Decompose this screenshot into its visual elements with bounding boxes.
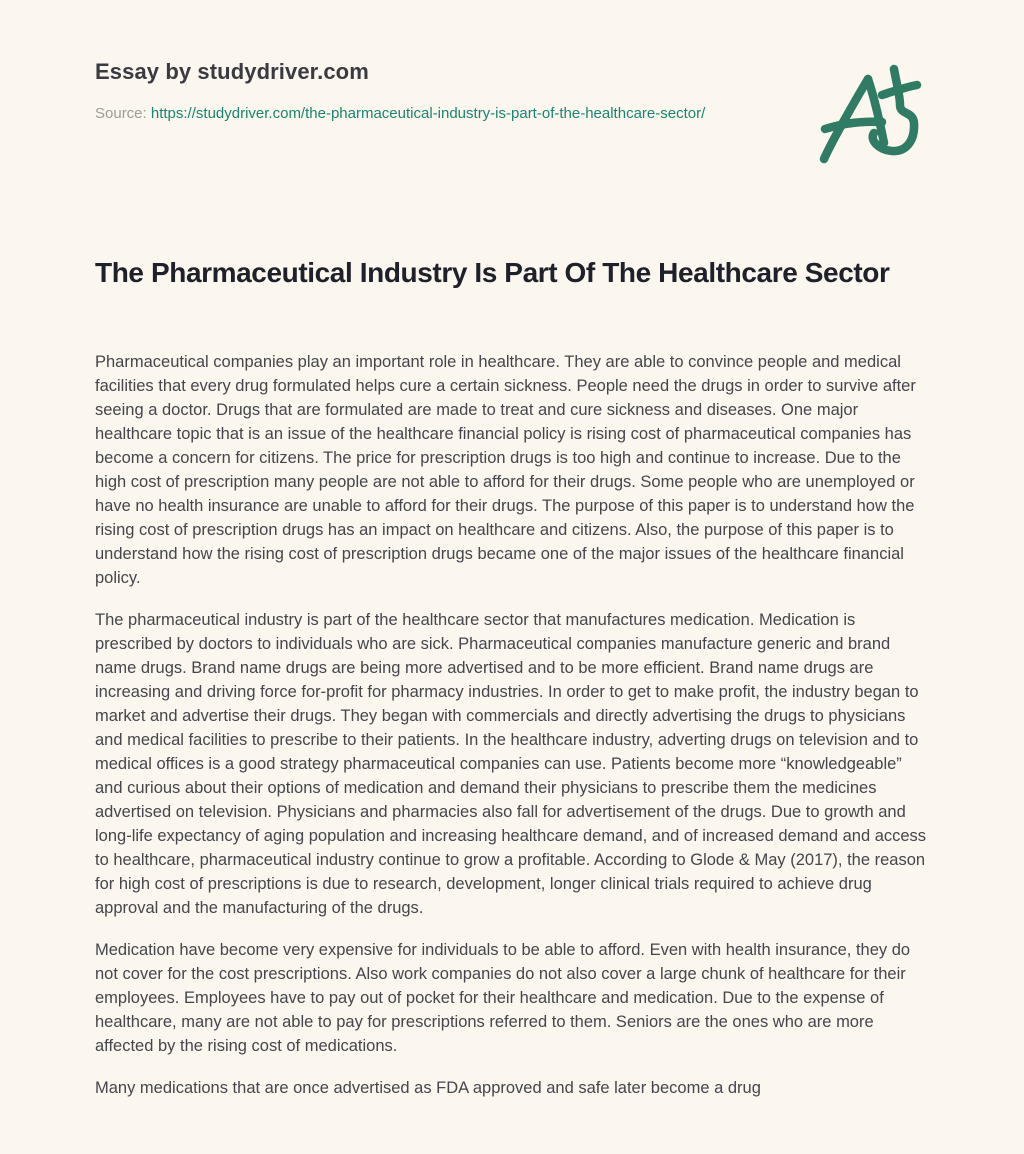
essay-paragraph-3: Medication have become very expensive for individuals to be able to afford. Even with health insurance, they do not cover for the cost prescriptions. Also work companies do not also cover a large chunk of healthcare for their employees. Employees have to pay out of pocket for their healthcare and medication. Due to the expense of healthcare, many are not able to pay for prescriptions referred to them. Seniors are the ones who are more affected by the rising cost of medications. xyxy=(95,941,911,1055)
a-plus-logo-icon xyxy=(816,64,928,168)
essay-body xyxy=(95,350,928,1100)
source-link[interactable]: https://studydriver.com/the-pharmaceutical-industry-is-part-of-the-healthcare-sector/ xyxy=(150,105,706,122)
page-header xyxy=(95,58,928,168)
essay-paragraph-2: The pharmaceutical industry is part of the healthcare sector that manufactures medication. Medication is prescribed by doctors to individuals who are sick. Pharmaceutical companies manufacture generic and brand name drugs. Brand name drugs are being more advertised and to be more efficient. Brand name drugs are increasing and driving force for-profit for pharmacy industries. In order to get to make profit, the industry began to market and advertise their drugs. They began with commercials and directly advertising the drugs to physicians and medical facilities to prescribe to their patients. In the healthcare industry, adverting drugs on television and to medical offices is a good strategy pharmaceutical companies can use. Patients become more “knowledgeable” and curious about their options of medication and demand their physicians to prescribe them the medicines advertised on television. Physicians and pharmacies also fall for advertisement of the drugs. Due to growth and long-life expectancy of aging population and increasing healthcare demand, and of increased demand and access to healthcare, pharmaceutical industry continue to grow a profitable. According to Glode & May (2017), the reason for high cost of prescriptions is due to research, development, longer clinical trials required to achieve drug approval and the manufacturing of the drugs. xyxy=(95,611,927,917)
essay-title: The Pharmaceutical Industry Is Part Of The Healthcare Sector xyxy=(95,257,890,288)
studydriver-logo xyxy=(816,64,928,168)
essay-paragraph-4: Many medications that are once advertised as FDA approved and safe later become a drug xyxy=(95,1079,761,1097)
source-label: Source: xyxy=(95,105,147,122)
source-line xyxy=(95,102,705,126)
header-text-block xyxy=(95,58,705,126)
essay-paragraph-1: Pharmaceutical companies play an important role in healthcare. They are able to convince people and medical facilities that every drug formulated helps cure a certain sickness. People need the drugs in order to survive after seeing a doctor. Drugs that are formulated are made to treat and cure sickness and diseases. One major healthcare topic that is an issue of the healthcare financial policy is rising cost of pharmaceutical companies has become a concern for citizens. The price for prescription drugs is too high and continue to increase. Due to the high cost of prescription many people are not able to afford for their drugs. Some people who are unemployed or have no health insurance are unable to afford for their drugs. The purpose of this paper is to understand how the rising cost of prescription drugs has an impact on healthcare and citizens. Also, the purpose of this paper is to understand how the rising cost of prescription drugs became one of the major issues of the healthcare financial policy. xyxy=(95,353,916,587)
logo-a-crossbar-stroke xyxy=(825,122,882,129)
site-heading: Essay by studydriver.com xyxy=(95,59,369,84)
